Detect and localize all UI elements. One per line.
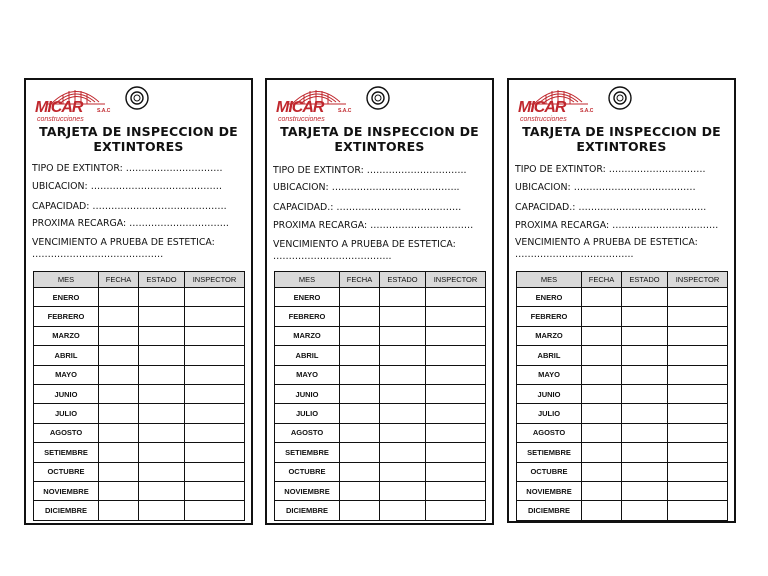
table-row: [517, 288, 728, 307]
month-cell: MARZO: [517, 326, 582, 345]
inspector-cell[interactable]: [426, 346, 486, 365]
estado-cell[interactable]: [139, 326, 185, 345]
table-row: [275, 307, 486, 326]
table-row: [275, 501, 486, 520]
fecha-cell[interactable]: [340, 404, 380, 423]
table-row: [34, 346, 245, 365]
column-header-inspector: INSPECTOR: [426, 272, 486, 288]
inspector-cell[interactable]: [185, 404, 245, 423]
month-cell: NOVIEMBRE: [275, 481, 340, 500]
month-cell: DICIEMBRE: [275, 501, 340, 520]
field-vencimiento[interactable]: VENCIMIENTO A PRUEBA DE ESTETICA: ………………………………..: [273, 239, 456, 262]
table-row: [517, 384, 728, 403]
table-body: [275, 288, 486, 521]
fecha-cell[interactable]: [99, 423, 139, 442]
brand-subtitle: construcciones: [520, 116, 567, 123]
month-cell: SETIEMBRE: [34, 443, 99, 462]
fecha-cell[interactable]: [582, 384, 622, 403]
estado-cell[interactable]: [622, 404, 668, 423]
fecha-cell[interactable]: [582, 404, 622, 423]
fecha-cell[interactable]: [340, 326, 380, 345]
table-row: [517, 307, 728, 326]
estado-cell[interactable]: [622, 481, 668, 500]
estado-cell[interactable]: [622, 462, 668, 481]
inspector-cell[interactable]: [185, 481, 245, 500]
table-header-row: [275, 272, 486, 288]
fecha-cell[interactable]: [340, 384, 380, 403]
fecha-cell[interactable]: [582, 326, 622, 345]
field-tipo-extintor[interactable]: TIPO DE EXTINTOR: …………………………..: [273, 165, 467, 176]
inspector-cell[interactable]: [668, 481, 728, 500]
estado-cell[interactable]: [622, 365, 668, 384]
estado-cell[interactable]: [622, 501, 668, 520]
fecha-cell[interactable]: [99, 443, 139, 462]
field-vencimiento[interactable]: VENCIMIENTO A PRUEBA DE ESTETICA: ……………………………………: [32, 237, 215, 260]
estado-cell[interactable]: [139, 501, 185, 520]
table-row: [34, 423, 245, 442]
month-cell: DICIEMBRE: [34, 501, 99, 520]
fecha-cell[interactable]: [99, 365, 139, 384]
inspector-cell[interactable]: [426, 326, 486, 345]
month-cell: AGOSTO: [517, 423, 582, 442]
table-row: [275, 443, 486, 462]
fecha-cell[interactable]: [340, 443, 380, 462]
estado-cell[interactable]: [380, 326, 426, 345]
inspector-cell[interactable]: [426, 423, 486, 442]
fecha-cell[interactable]: [99, 462, 139, 481]
estado-cell[interactable]: [139, 384, 185, 403]
month-cell: MARZO: [34, 326, 99, 345]
month-cell: ABRIL: [275, 346, 340, 365]
fecha-cell[interactable]: [99, 288, 139, 307]
month-cell: ABRIL: [517, 346, 582, 365]
fecha-cell[interactable]: [340, 346, 380, 365]
column-header-mes: MES: [275, 272, 340, 288]
inspector-cell[interactable]: [185, 346, 245, 365]
field-proxima-recarga[interactable]: PRÓXIMA RECARGA: …………………………..: [32, 218, 229, 229]
hanging-hole-icon: [124, 85, 150, 111]
month-cell: FEBRERO: [275, 307, 340, 326]
table-header-row: [517, 272, 728, 288]
field-capacidad[interactable]: CAPACIDAD: …………………………………….: [32, 201, 227, 212]
table-row: [517, 404, 728, 423]
estado-cell[interactable]: [380, 501, 426, 520]
month-cell: NOVIEMBRE: [34, 481, 99, 500]
inspector-cell[interactable]: [426, 443, 486, 462]
inspector-cell[interactable]: [668, 462, 728, 481]
table-row: [275, 481, 486, 500]
table-row: [517, 462, 728, 481]
month-cell: SETIEMBRE: [517, 443, 582, 462]
table-row: [34, 462, 245, 481]
month-cell: ENERO: [34, 288, 99, 307]
estado-cell[interactable]: [622, 307, 668, 326]
fecha-cell[interactable]: [582, 288, 622, 307]
field-proxima-recarga[interactable]: PRÓXIMA RECARGA: ……………………………: [273, 220, 474, 231]
column-header-estado: ESTADO: [622, 272, 668, 288]
inspector-cell[interactable]: [668, 501, 728, 520]
fecha-cell[interactable]: [99, 307, 139, 326]
table-row: [275, 365, 486, 384]
month-cell: JUNIO: [517, 384, 582, 403]
estado-cell[interactable]: [139, 365, 185, 384]
estado-cell[interactable]: [622, 384, 668, 403]
column-header-mes: MES: [517, 272, 582, 288]
inspector-cell[interactable]: [668, 404, 728, 423]
month-cell: JULIO: [517, 404, 582, 423]
inspector-cell[interactable]: [668, 326, 728, 345]
inspector-cell[interactable]: [426, 288, 486, 307]
inspection-table: [516, 271, 728, 521]
brand-name: MICAR: [276, 99, 324, 116]
table-row: [517, 481, 728, 500]
inspector-cell[interactable]: [668, 307, 728, 326]
estado-cell[interactable]: [139, 346, 185, 365]
estado-cell[interactable]: [139, 462, 185, 481]
inspector-cell[interactable]: [185, 307, 245, 326]
inspector-cell[interactable]: [426, 501, 486, 520]
inspector-cell[interactable]: [426, 481, 486, 500]
month-cell: MAYO: [34, 365, 99, 384]
inspector-cell[interactable]: [185, 443, 245, 462]
fecha-cell[interactable]: [582, 423, 622, 442]
inspector-cell[interactable]: [426, 307, 486, 326]
field-proxima-recarga[interactable]: PRÓXIMA RECARGA: …………………………….: [515, 220, 719, 231]
column-header-fecha: FECHA: [99, 272, 139, 288]
fecha-cell[interactable]: [582, 307, 622, 326]
table-row: [34, 288, 245, 307]
column-header-fecha: FECHA: [582, 272, 622, 288]
estado-cell[interactable]: [380, 346, 426, 365]
inspector-cell[interactable]: [426, 462, 486, 481]
inspector-cell[interactable]: [185, 288, 245, 307]
field-ubicacion[interactable]: UBICACIÓN: …………………………………: [515, 182, 696, 193]
month-cell: MARZO: [275, 326, 340, 345]
estado-cell[interactable]: [380, 423, 426, 442]
column-header-inspector: INSPECTOR: [185, 272, 245, 288]
fecha-cell[interactable]: [99, 501, 139, 520]
fecha-cell[interactable]: [340, 481, 380, 500]
table-row: [34, 501, 245, 520]
inspector-cell[interactable]: [426, 404, 486, 423]
field-capacidad[interactable]: CAPACIDAD.: ………………………………….: [273, 202, 462, 213]
estado-cell[interactable]: [139, 443, 185, 462]
hanging-hole-icon: [365, 85, 391, 111]
table-row: [517, 501, 728, 520]
brand-name: MICAR: [35, 99, 83, 116]
brand-suffix: S.A.C: [580, 108, 594, 114]
estado-cell[interactable]: [380, 384, 426, 403]
estado-cell[interactable]: [380, 288, 426, 307]
month-cell: NOVIEMBRE: [517, 481, 582, 500]
inspector-cell[interactable]: [185, 384, 245, 403]
inspector-cell[interactable]: [185, 326, 245, 345]
column-header-estado: ESTADO: [380, 272, 426, 288]
month-cell: JULIO: [34, 404, 99, 423]
table-row: [517, 365, 728, 384]
inspection-table: [274, 271, 486, 521]
estado-cell[interactable]: [380, 481, 426, 500]
fecha-cell[interactable]: [99, 481, 139, 500]
field-ubicacion[interactable]: UBICACIÓN: ……………………………………: [32, 181, 222, 192]
fecha-cell[interactable]: [340, 423, 380, 442]
field-capacidad[interactable]: CAPACIDAD.: …………………………………..: [515, 202, 707, 213]
inspector-cell[interactable]: [668, 365, 728, 384]
field-tipo-extintor[interactable]: TIPO DE EXTINTOR: ………………………….: [515, 164, 706, 175]
table-row: [517, 443, 728, 462]
estado-cell[interactable]: [139, 307, 185, 326]
month-cell: JULIO: [275, 404, 340, 423]
column-header-mes: MES: [34, 272, 99, 288]
field-ubicacion[interactable]: UBICACIÓN: …………………………………..: [273, 182, 460, 193]
fecha-cell[interactable]: [99, 346, 139, 365]
table-row: [275, 462, 486, 481]
month-cell: JUNIO: [34, 384, 99, 403]
fecha-cell[interactable]: [582, 346, 622, 365]
brand-suffix: S.A.C: [338, 108, 352, 114]
fecha-cell[interactable]: [340, 307, 380, 326]
month-cell: OCTUBRE: [517, 462, 582, 481]
table-row: [275, 384, 486, 403]
table-row: [34, 481, 245, 500]
inspector-cell[interactable]: [426, 365, 486, 384]
table-body: [34, 288, 245, 521]
estado-cell[interactable]: [139, 288, 185, 307]
fecha-cell[interactable]: [340, 462, 380, 481]
column-header-estado: ESTADO: [139, 272, 185, 288]
inspection-card-1: [24, 78, 253, 525]
brand-subtitle: construcciones: [278, 116, 325, 123]
estado-cell[interactable]: [139, 423, 185, 442]
inspector-cell[interactable]: [668, 423, 728, 442]
fecha-cell[interactable]: [340, 501, 380, 520]
estado-cell[interactable]: [380, 443, 426, 462]
estado-cell[interactable]: [380, 307, 426, 326]
fecha-cell[interactable]: [582, 443, 622, 462]
inspector-cell[interactable]: [668, 288, 728, 307]
estado-cell[interactable]: [139, 404, 185, 423]
inspection-card-2: [265, 78, 494, 525]
month-cell: MAYO: [275, 365, 340, 384]
field-tipo-extintor[interactable]: TIPO DE EXTINTOR: ………………………….: [32, 163, 223, 174]
table-row: [517, 423, 728, 442]
fecha-cell[interactable]: [340, 288, 380, 307]
table-row: [275, 404, 486, 423]
month-cell: ENERO: [517, 288, 582, 307]
estado-cell[interactable]: [139, 481, 185, 500]
fecha-cell[interactable]: [99, 326, 139, 345]
fecha-cell[interactable]: [340, 365, 380, 384]
inspection-table: [33, 271, 245, 521]
month-cell: OCTUBRE: [34, 462, 99, 481]
brand-name: MICAR: [518, 99, 566, 116]
month-cell: AGOSTO: [34, 423, 99, 442]
fecha-cell[interactable]: [99, 384, 139, 403]
estado-cell[interactable]: [380, 462, 426, 481]
month-cell: AGOSTO: [275, 423, 340, 442]
estado-cell[interactable]: [622, 443, 668, 462]
table-row: [34, 326, 245, 345]
card-title: TARJETA DE INSPECCION DE EXTINTORES: [280, 124, 479, 154]
card-title: TARJETA DE INSPECCION DE EXTINTORES: [522, 124, 721, 154]
inspector-cell[interactable]: [426, 384, 486, 403]
inspection-card-3: [507, 78, 736, 523]
card-title: TARJETA DE INSPECCION DE EXTINTORES: [39, 124, 238, 154]
month-cell: ABRIL: [34, 346, 99, 365]
estado-cell[interactable]: [622, 326, 668, 345]
table-row: [34, 404, 245, 423]
table-row: [34, 365, 245, 384]
inspector-cell[interactable]: [185, 423, 245, 442]
brand-suffix: S.A.C: [97, 108, 111, 114]
fecha-cell[interactable]: [582, 481, 622, 500]
column-header-fecha: FECHA: [340, 272, 380, 288]
estado-cell[interactable]: [622, 346, 668, 365]
field-vencimiento[interactable]: VENCIMIENTO A PRUEBA DE ESTETICA: ………………………………..: [515, 237, 698, 260]
month-cell: JUNIO: [275, 384, 340, 403]
inspector-cell[interactable]: [668, 384, 728, 403]
brand-subtitle: construcciones: [37, 116, 84, 123]
month-cell: DICIEMBRE: [517, 501, 582, 520]
month-cell: OCTUBRE: [275, 462, 340, 481]
table-row: [275, 288, 486, 307]
month-cell: ENERO: [275, 288, 340, 307]
month-cell: SETIEMBRE: [275, 443, 340, 462]
hanging-hole-icon: [607, 85, 633, 111]
table-row: [275, 346, 486, 365]
inspector-cell[interactable]: [185, 365, 245, 384]
inspector-cell[interactable]: [185, 501, 245, 520]
fecha-cell[interactable]: [99, 404, 139, 423]
table-row: [275, 326, 486, 345]
column-header-inspector: INSPECTOR: [668, 272, 728, 288]
table-header-row: [34, 272, 245, 288]
table-row: [34, 307, 245, 326]
inspector-cell[interactable]: [185, 462, 245, 481]
fecha-cell[interactable]: [582, 462, 622, 481]
inspector-cell[interactable]: [668, 443, 728, 462]
estado-cell[interactable]: [380, 404, 426, 423]
table-row: [34, 443, 245, 462]
month-cell: FEBRERO: [517, 307, 582, 326]
estado-cell[interactable]: [622, 288, 668, 307]
fecha-cell[interactable]: [582, 365, 622, 384]
month-cell: FEBRERO: [34, 307, 99, 326]
table-body: [517, 288, 728, 521]
estado-cell[interactable]: [622, 423, 668, 442]
estado-cell[interactable]: [380, 365, 426, 384]
table-row: [34, 384, 245, 403]
inspector-cell[interactable]: [668, 346, 728, 365]
table-row: [517, 326, 728, 345]
table-row: [275, 423, 486, 442]
table-row: [517, 346, 728, 365]
month-cell: MAYO: [517, 365, 582, 384]
fecha-cell[interactable]: [582, 501, 622, 520]
